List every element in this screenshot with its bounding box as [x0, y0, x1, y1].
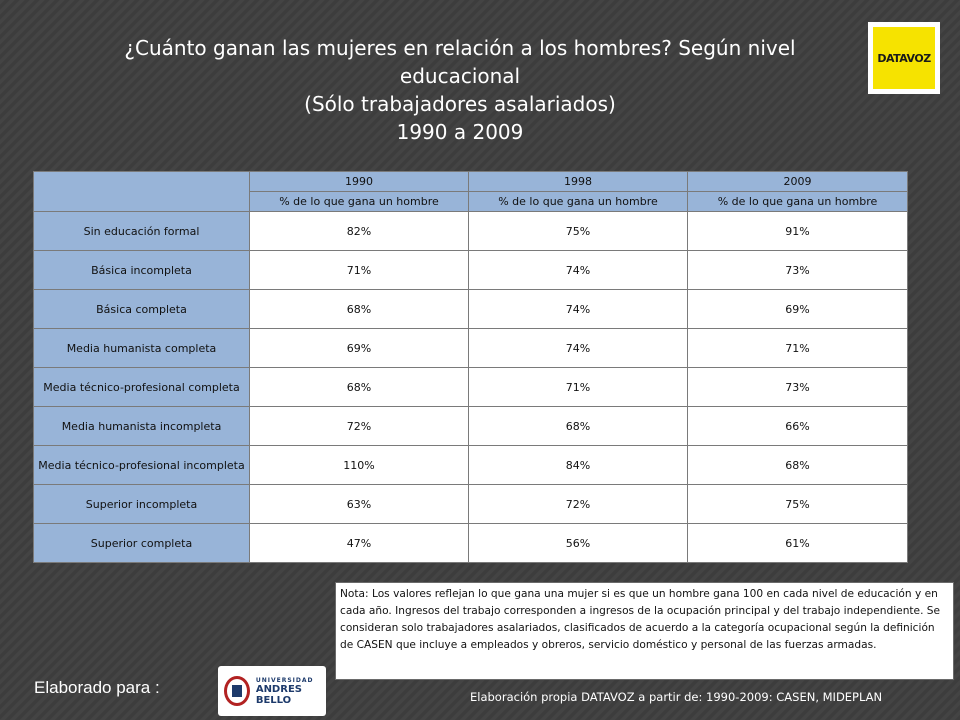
subheader-1990: % de lo que gana un hombre — [250, 192, 469, 212]
cell-1998: 71% — [469, 368, 688, 407]
cell-2009: 75% — [688, 485, 908, 524]
title-line-3: (Sólo trabajadores asalariados) — [304, 92, 616, 116]
table-corner-cell — [34, 172, 250, 212]
year-header-2009: 2009 — [688, 172, 908, 192]
cell-1990: 68% — [250, 368, 469, 407]
row-label: Superior incompleta — [34, 485, 250, 524]
table-row — [34, 524, 908, 563]
subheader-1998: % de lo que gana un hombre — [469, 192, 688, 212]
methodology-note: Nota: Los valores reflejan lo que gana una mujer si es que un hombre gana 100 en cada nivel de educación y en cada año. Ingresos del trabajo corresponden a ingresos de la ocupación principal y del trabajo independiente. Se consideran solo trabajadores asalariados, clasificados de acuerdo a la categoría ocupacional según la definición de CASEN que incluye a empleados y obreros, servicio doméstico y personal de las fuerzas armadas. — [335, 582, 954, 680]
cell-2009: 68% — [688, 446, 908, 485]
cell-1998: 74% — [469, 329, 688, 368]
made-for-label: Elaborado para : — [34, 678, 160, 697]
year-header-1998: 1998 — [469, 172, 688, 192]
row-label: Media humanista completa — [34, 329, 250, 368]
row-label: Media técnico-profesional completa — [34, 368, 250, 407]
cell-2009: 73% — [688, 251, 908, 290]
year-header-1990: 1990 — [250, 172, 469, 192]
table-row — [34, 446, 908, 485]
income-ratio-table — [33, 171, 908, 563]
title-line-4: 1990 a 2009 — [396, 120, 524, 144]
cell-1998: 74% — [469, 290, 688, 329]
row-label: Básica incompleta — [34, 251, 250, 290]
row-label: Sin educación formal — [34, 212, 250, 251]
datavoz-logo-text: DATAVOZ — [873, 27, 935, 89]
row-label: Media humanista incompleta — [34, 407, 250, 446]
table-row — [34, 368, 908, 407]
title-line-1: ¿Cuánto ganan las mujeres en relación a los hombres? Según nivel — [124, 36, 796, 60]
table-row — [34, 485, 908, 524]
cell-1990: 68% — [250, 290, 469, 329]
table-row — [34, 251, 908, 290]
cell-1998: 74% — [469, 251, 688, 290]
subheader-2009: % de lo que gana un hombre — [688, 192, 908, 212]
cell-1990: 110% — [250, 446, 469, 485]
table-row — [34, 212, 908, 251]
university-logo — [218, 666, 326, 716]
table-row — [34, 407, 908, 446]
cell-2009: 71% — [688, 329, 908, 368]
source-note: Elaboración propia DATAVOZ a partir de: 1990-2009: CASEN, MIDEPLAN — [470, 690, 883, 704]
title-line-2: educacional — [399, 64, 521, 88]
table-row — [34, 290, 908, 329]
cell-1998: 56% — [469, 524, 688, 563]
cell-1998: 72% — [469, 485, 688, 524]
table-row — [34, 329, 908, 368]
datavoz-logo — [868, 22, 940, 94]
cell-1998: 75% — [469, 212, 688, 251]
university-logo-name: ANDRES BELLO — [255, 683, 302, 706]
cell-1990: 69% — [250, 329, 469, 368]
university-seal-icon — [224, 676, 250, 706]
cell-1990: 82% — [250, 212, 469, 251]
cell-1990: 47% — [250, 524, 469, 563]
cell-2009: 61% — [688, 524, 908, 563]
cell-1990: 72% — [250, 407, 469, 446]
cell-1990: 71% — [250, 251, 469, 290]
cell-2009: 73% — [688, 368, 908, 407]
cell-2009: 66% — [688, 407, 908, 446]
cell-1990: 63% — [250, 485, 469, 524]
row-label: Media técnico-profesional incompleta — [34, 446, 250, 485]
cell-2009: 69% — [688, 290, 908, 329]
row-label: Básica completa — [34, 290, 250, 329]
cell-1998: 84% — [469, 446, 688, 485]
cell-1998: 68% — [469, 407, 688, 446]
university-logo-small-text: UNIVERSIDAD — [255, 676, 314, 684]
cell-2009: 91% — [688, 212, 908, 251]
row-label: Superior completa — [34, 524, 250, 563]
slide-title — [60, 34, 860, 146]
